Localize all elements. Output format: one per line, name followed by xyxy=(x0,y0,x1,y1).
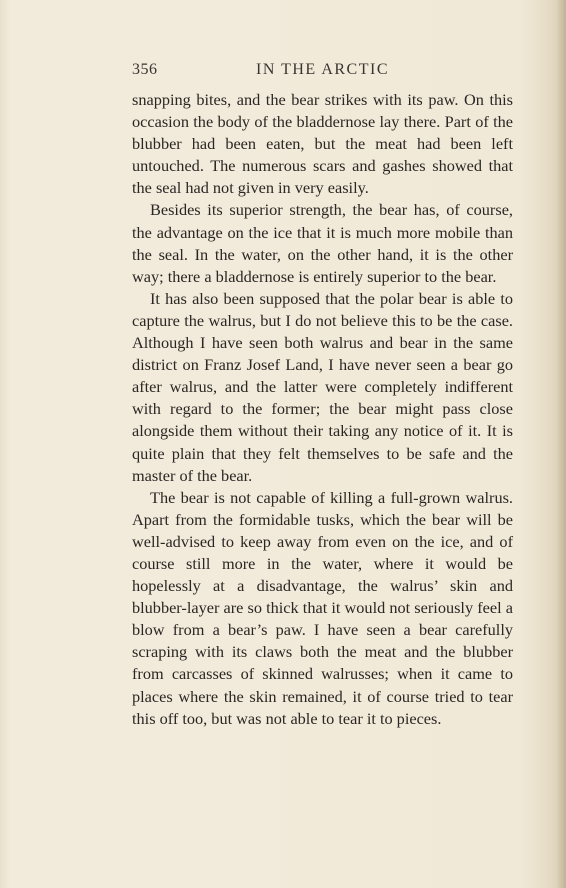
paragraph: It has also been supposed that the polar bear is able to capture the walrus, but I do not believe this to be the case. Although I have seen both walrus and bear in the same district on Franz Josef Land, I have never seen a bear go after walrus, and the latter were completely indifferent with regard to the former; the bear might pass close alongside them without their taking any notice of it. It is quite plain that they felt themselves to be safe and the master of the bear. xyxy=(132,288,513,485)
running-title: IN THE ARCTIC xyxy=(256,61,389,78)
page-edge-shadow xyxy=(556,0,566,888)
paragraph: Besides its superior strength, the bear has, of course, the advantage on the ice that it is much more mobile than the seal. In the water, on the other hand, it is the other way; there a bladdernose is entirely superior to the bear. xyxy=(132,200,513,286)
paragraph-continued: snapping bites, and the bear strikes with its paw. On this occasion the body of the bladdernose lay there. Part of the blubber had been eaten, but the meat had been left untouched. The numerous scars and gashes showed that the seal had not given in very easily. xyxy=(132,90,513,198)
running-head xyxy=(132,61,513,83)
page-number: 356 xyxy=(132,61,158,78)
body-text xyxy=(132,89,513,730)
paragraph: The bear is not capable of killing a full-grown walrus. Apart from the formidable tusks, which the bear will be well-advised to keep away from even on the ice, and of course still more in the water, where it would be hopelessly at a disadvantage, the walrus’ skin and blubber-layer are so thick that it would not seriously feel a blow from a bear’s paw. I have seen a bear carefully scraping with its claws both the meat and the blubber from carcasses of skinned walrusses; when it came to places where the skin remained, it of course tried to tear this off too, but was not able to tear it to pieces. xyxy=(132,487,513,728)
